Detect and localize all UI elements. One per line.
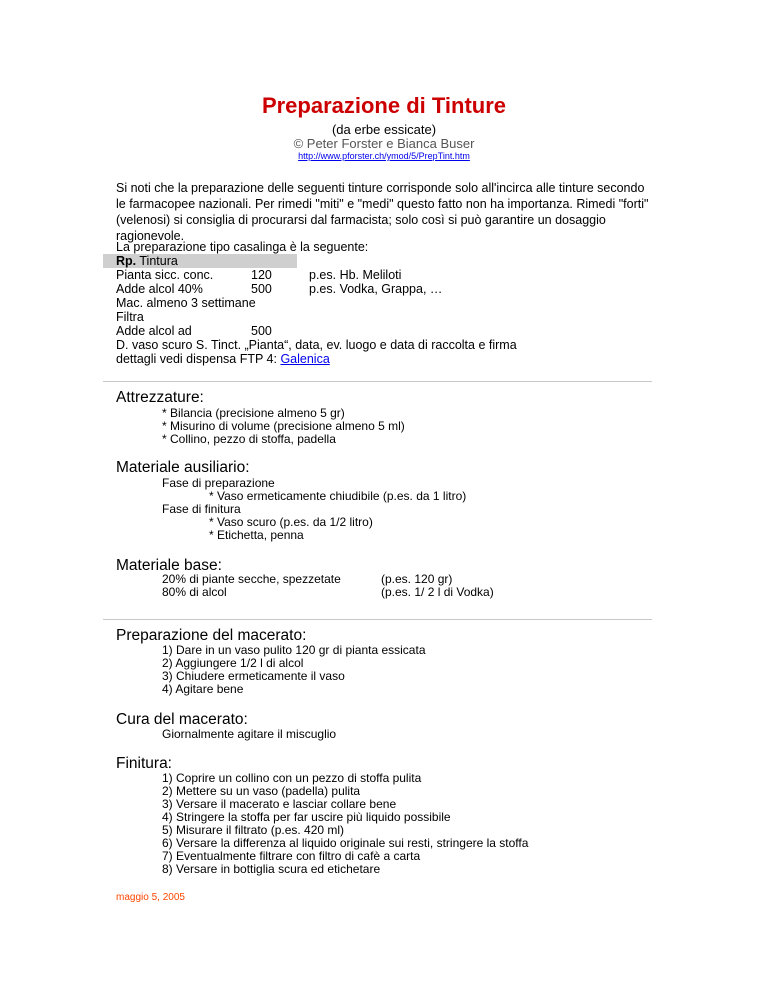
recipe-row1-note: p.es. Hb. Meliloti [309,268,402,282]
section-heading-ausiliario: Materiale ausiliario: [116,459,250,476]
list-item: 1) Dare in un vaso pulito 120 gr di pianta essicata [162,643,426,657]
base-row-note: (p.es. 1/ 2 l di Vodka) [381,585,494,599]
section-heading-base: Materiale base: [116,557,222,574]
list-item: * Vaso scuro (p.es. da 1/2 litro) [209,515,373,529]
base-row-label: 20% di piante secche, spezzetate [162,572,341,586]
section-heading-cura: Cura del macerato: [116,711,248,728]
source-url-link[interactable]: http://www.pforster.ch/ymod/5/PrepTint.htm [298,151,470,161]
recipe-filtra: Filtra [116,310,144,324]
list-item: * Vaso ermeticamente chiudibile (p.es. da 1 litro) [209,489,467,503]
divider [103,619,652,620]
recipe-dettagli [116,352,330,366]
list-item: 5) Misurare il filtrato (p.es. 420 ml) [162,823,345,837]
base-row-note: (p.es. 120 gr) [381,572,453,586]
recipe-row3-qty: 500 [251,324,272,338]
page-title: Preparazione di Tinture [261,93,507,118]
subtitle: (da erbe essicate) [331,122,437,137]
list-item: * Misurino di volume (precisione almeno 5 ml) [162,419,405,433]
recipe-row3-label: Adde alcol ad [116,324,192,338]
section-heading-finitura: Finitura: [116,755,172,772]
section-heading-macerato: Preparazione del macerato: [116,627,307,644]
list-item: 8) Versare in bottiglia scura ed etichetare [162,862,381,876]
cura-text: Giornalmente agitare il miscuglio [162,727,337,741]
base-row-label: 80% di alcol [162,585,227,599]
recipe-rp [116,254,178,268]
galenica-link[interactable]: Galenica [280,352,330,366]
list-item: 3) Chiudere ermeticamente il vaso [162,669,345,683]
list-item: * Etichetta, penna [209,528,304,542]
list-item: 3) Versare il macerato e lasciar collare bene [162,797,397,811]
list-item: 7) Eventualmente filtrare con filtro di cafè a carta [162,849,421,863]
list-item: 4) Agitare bene [162,682,244,696]
recipe-intro: La preparazione tipo casalinga è la seguente: [116,240,369,254]
recipe-row2-label: Adde alcol 40% [116,282,203,296]
list-item: 2) Mettere su un vaso (padella) pulita [162,784,361,798]
rp-value: Tintura [139,254,178,268]
dettagli-text: dettagli vedi dispensa FTP 4: [116,352,281,366]
recipe-row1-qty: 120 [251,268,272,282]
list-item: * Bilancia (precisione almeno 5 gr) [162,406,345,420]
phase-label: Fase di finitura [162,502,241,516]
recipe-mac: Mac. almeno 3 settimane [116,296,256,310]
list-item: 4) Stringere la stoffa per far uscire più liquido possibile [162,810,451,824]
footer-date: maggio 5, 2005 [116,892,185,903]
phase-label: Fase di preparazione [162,476,275,490]
rp-label: Rp. [116,254,137,268]
section-heading-attrezzature: Attrezzature: [116,389,204,406]
list-item: 1) Coprire un collino con un pezzo di stoffa pulita [162,771,422,785]
list-item: 6) Versare la differenza al liquido originale sui resti, stringere la stoffa [162,836,529,850]
recipe-row2-qty: 500 [251,282,272,296]
list-item: 2) Aggiungere 1/2 l di alcol [162,656,304,670]
recipe-dvaso: D. vaso scuro S. Tinct. „Pianta“, data, ev. luogo e data di raccolta e firma [116,338,517,352]
intro-paragraph: Si noti che la preparazione delle seguenti tinture corrisponde solo all'incirca alle tinture secondo le farmacopee nazionali. Per rimedi "miti" e "medi" questo fatto non ha importanza. Rimedi "forti" (velenosi) si consiglia di procurarsi dal farmacista; solo così si può garantire un dosaggio ragionevole. [116,181,649,243]
divider [103,381,652,382]
recipe-row1-label: Pianta sicc. conc. [116,268,214,282]
authors: © Peter Forster e Bianca Buser [293,136,475,151]
list-item: * Collino, pezzo di stoffa, padella [162,432,336,446]
recipe-row2-note: p.es. Vodka, Grappa, … [309,282,443,296]
